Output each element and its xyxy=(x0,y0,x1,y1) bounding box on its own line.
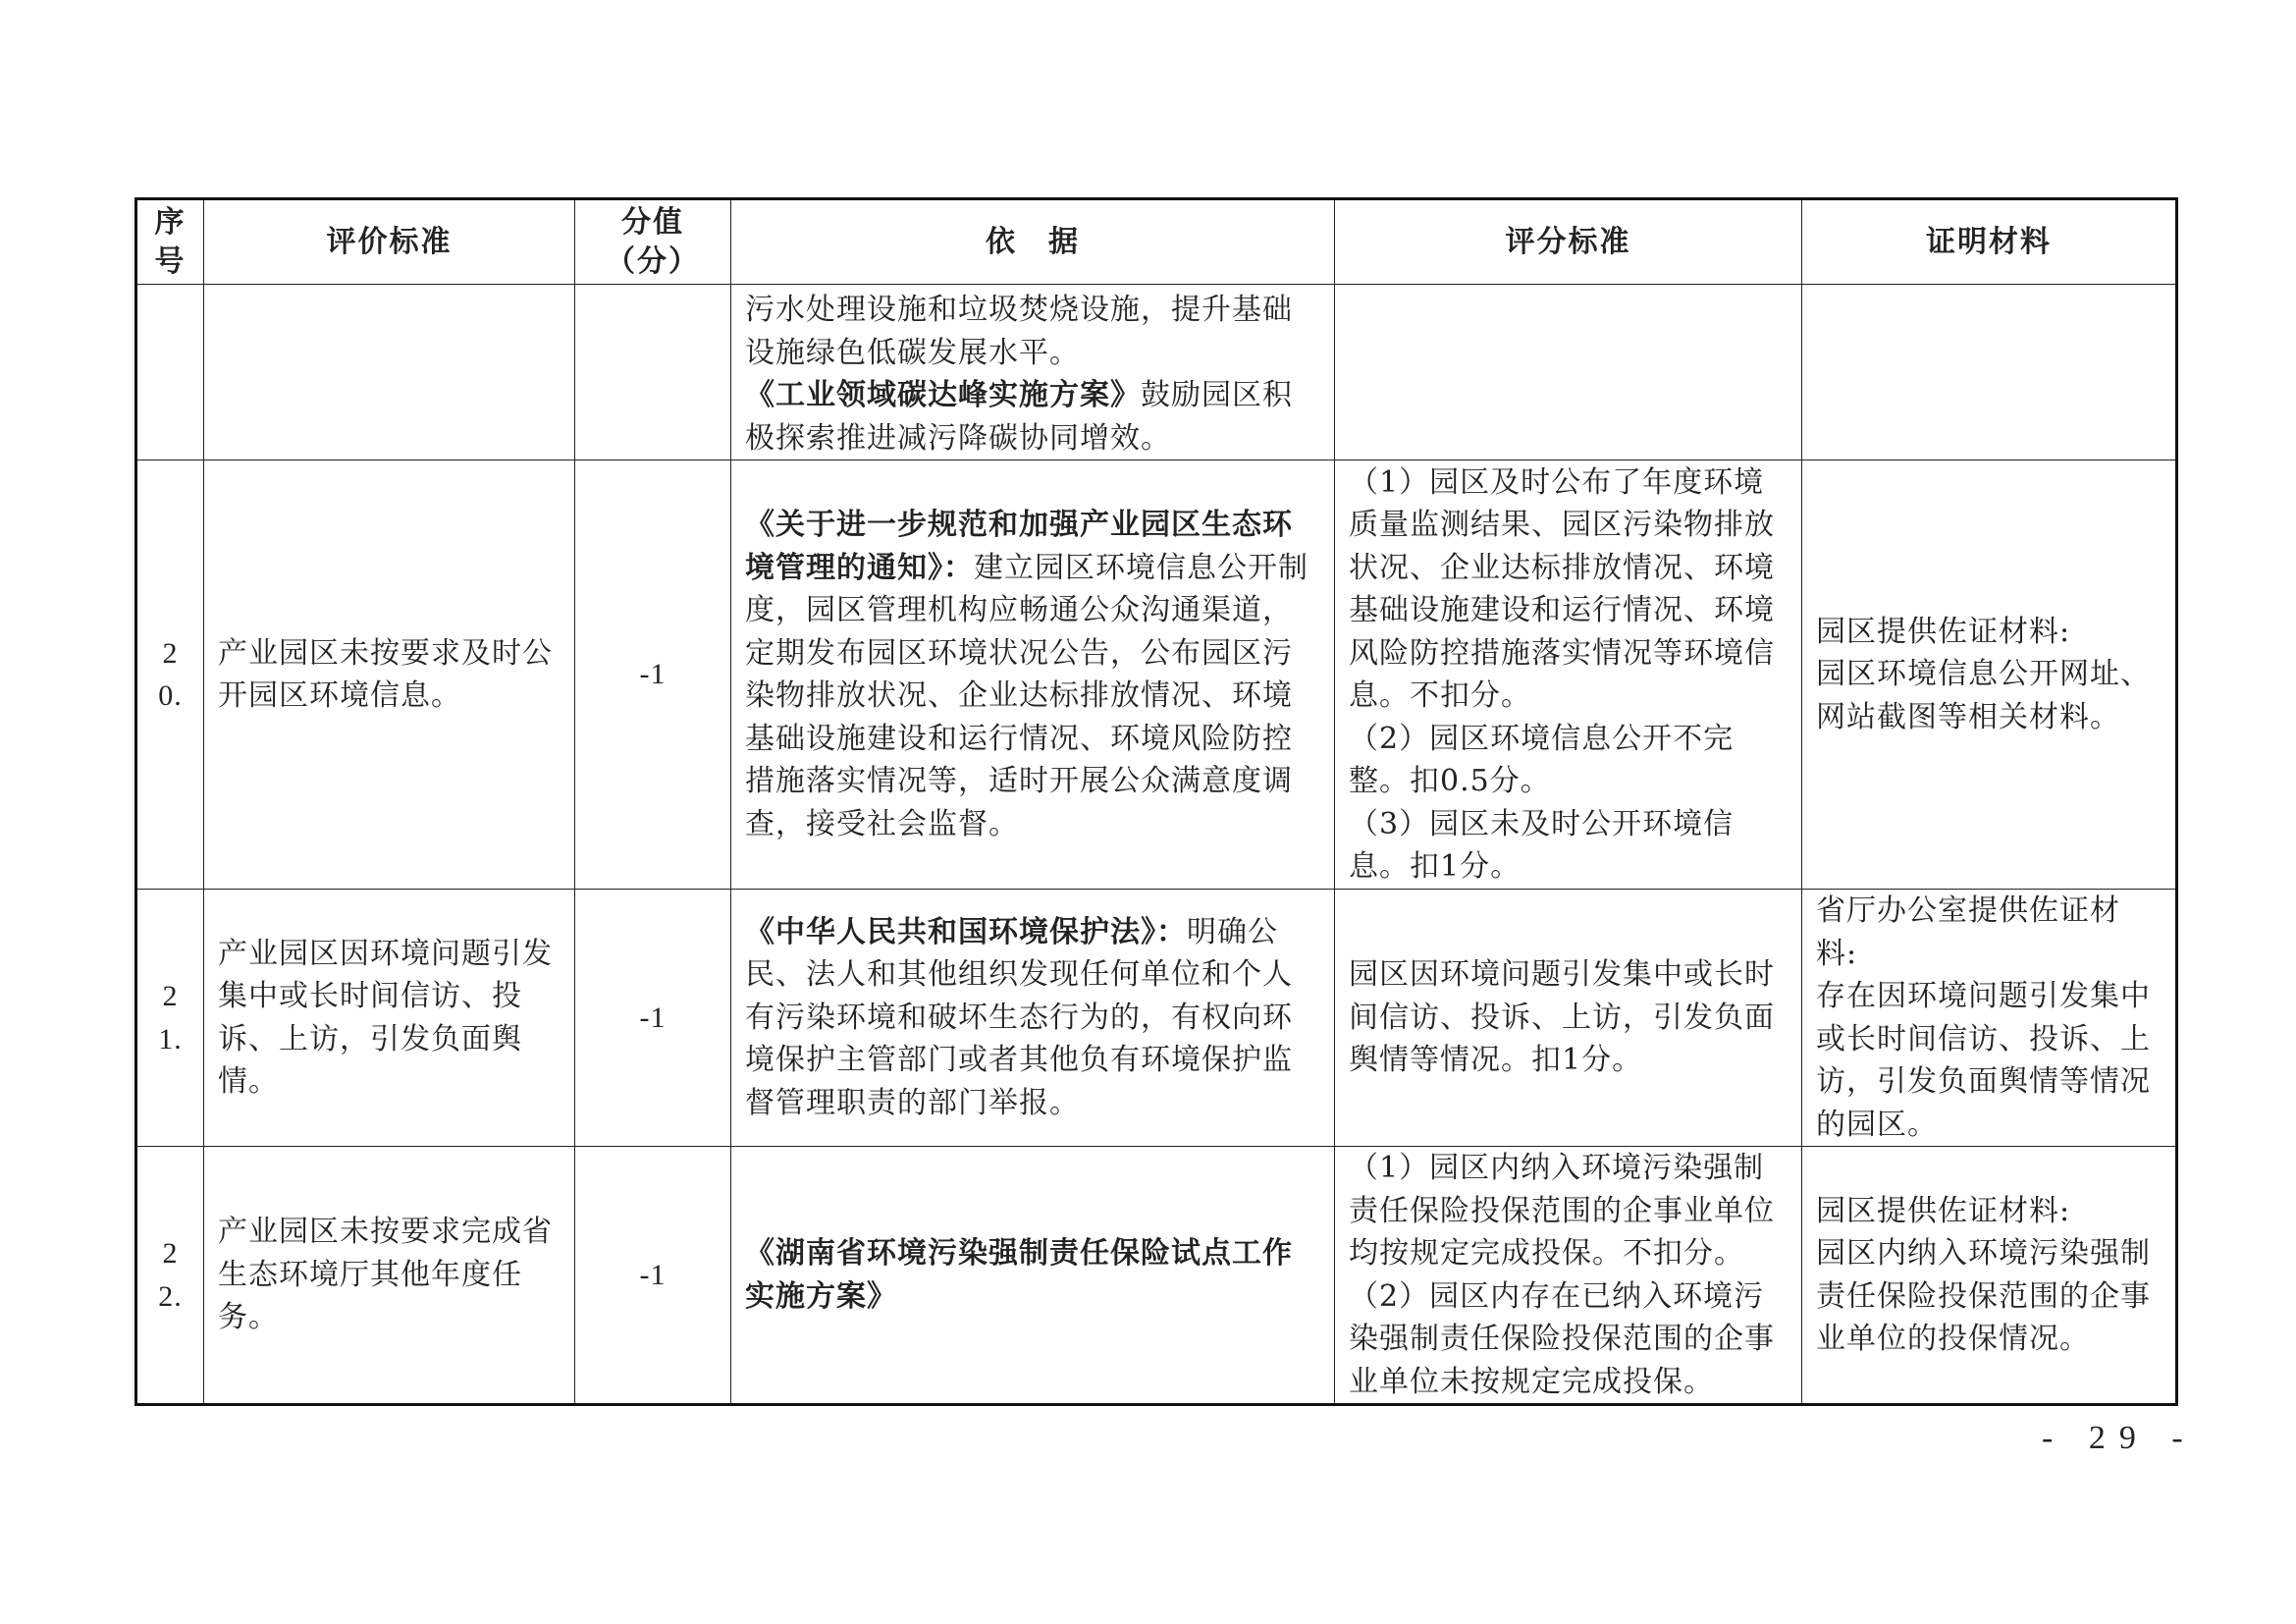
basis-text: 鼓励园区积极探索推进减污降碳协同增效。 xyxy=(745,378,1293,456)
row-scoring xyxy=(1335,285,1802,460)
scoring-item: 园区因环境问题引发集中或长时间信访、投诉、上访，引发负面舆情等情况。扣1分。 xyxy=(1349,957,1775,1078)
row-evidence xyxy=(1802,1147,2177,1405)
scoring-item: （1）园区及时公布了年度环境质量监测结果、园区污染物排放状况、企业达标排放情况、环境基础设施建设和运行情况、环境风险防控措施落实情况等环境信息。不扣分。 xyxy=(1349,464,1775,713)
scoring-item: （1）园区内纳入环境污染强制责任保险投保范围的企事业单位均按规定完成投保。不扣分。 xyxy=(1349,1151,1775,1271)
page-number: - 29 - xyxy=(2042,1420,2197,1456)
table-row xyxy=(136,460,2177,890)
row-score: -1 xyxy=(575,890,731,1147)
row-criteria: 产业园区未按要求完成省生态环境厅其他年度任务。 xyxy=(204,1147,575,1405)
row-evidence xyxy=(1802,285,2177,460)
evidence-body: 存在因环境问题引发集中或长时间信访、投诉、上访，引发负面舆情等情况的园区。 xyxy=(1816,979,2151,1142)
row-criteria: 产业园区因环境问题引发集中或长时间信访、投诉、上访，引发负面舆情。 xyxy=(204,890,575,1147)
row-seq xyxy=(136,285,204,460)
basis-title: 《中华人民共和国环境保护法》： xyxy=(745,914,1187,949)
basis-text: 建立园区环境信息公开制度，园区管理机构应畅通公众沟通渠道，定期发布园区环境状况公告，公布园区污染物排放状况、企业达标排放情况、环境基础设施建设和运行情况、环境风险防控措施落实情况等，适时开展公众满意度调查，接受社会监督。 xyxy=(745,550,1308,841)
row-score: -1 xyxy=(575,460,731,890)
table-row xyxy=(136,890,2177,1147)
row-evidence xyxy=(1802,890,2177,1147)
row-criteria: 产业园区未按要求及时公开园区环境信息。 xyxy=(204,460,575,890)
header-seq-text: 序号 xyxy=(154,204,187,279)
row-scoring xyxy=(1335,1147,1802,1405)
header-basis: 依 据 xyxy=(731,199,1335,285)
row-criteria xyxy=(204,285,575,460)
row-basis xyxy=(731,1147,1335,1405)
basis-title: 《关于进一步规范和加强产业园区生态环境管理的通知》： xyxy=(745,508,1293,585)
scoring-item: （3）园区未及时公开环境信息。扣1分。 xyxy=(1349,806,1735,884)
scoring-item: （2）园区内存在已纳入环境污染强制责任保险投保范围的企事业单位未按规定完成投保。 xyxy=(1349,1278,1775,1399)
header-evidence: 证明材料 xyxy=(1802,199,2177,285)
header-criteria: 评价标准 xyxy=(204,199,575,285)
basis-text: 明确公民、法人和其他组织发现任何单位和个人有污染环境和破坏生态行为的，有权向环境保护主管部门或者其他负有环境保护监督管理职责的部门举报。 xyxy=(745,914,1293,1120)
table-row xyxy=(136,285,2177,460)
scoring-item: （2）园区环境信息公开不完整。扣0.5分。 xyxy=(1349,721,1735,798)
row-seq: 22. xyxy=(136,1147,204,1405)
row-seq: 20. xyxy=(136,460,204,890)
basis-title: 《湖南省环境污染强制责任保险试点工作实施方案》 xyxy=(745,1236,1293,1314)
evidence-body: 园区内纳入环境污染强制责任保险投保范围的企事业单位的投保情况。 xyxy=(1816,1236,2151,1356)
header-seq xyxy=(136,199,204,285)
evidence-title: 省厅办公室提供佐证材料: xyxy=(1816,893,2120,971)
evaluation-table xyxy=(134,197,2178,1406)
table-row xyxy=(136,1147,2177,1405)
row-score xyxy=(575,285,731,460)
row-scoring xyxy=(1335,460,1802,890)
row-evidence xyxy=(1802,460,2177,890)
row-basis xyxy=(731,285,1335,460)
table-header-row xyxy=(136,199,2177,285)
evidence-body: 园区环境信息公开网址、网站截图等相关材料。 xyxy=(1816,657,2151,734)
header-score xyxy=(575,199,731,285)
basis-text: 污水处理设施和垃圾焚烧设施，提升基础设施绿色低碳发展水平。 xyxy=(745,293,1293,370)
row-scoring xyxy=(1335,890,1802,1147)
evidence-title: 园区提供佐证材料: xyxy=(1816,614,2071,649)
header-score-text: 分值（分） xyxy=(606,204,700,279)
basis-title: 《工业领域碳达峰实施方案》 xyxy=(745,378,1141,412)
header-scoring: 评分标准 xyxy=(1335,199,1802,285)
page-number-value: 29 xyxy=(2088,1420,2150,1456)
row-basis xyxy=(731,890,1335,1147)
row-seq: 21. xyxy=(136,890,204,1147)
row-basis xyxy=(731,460,1335,890)
evidence-title: 园区提供佐证材料: xyxy=(1816,1193,2071,1228)
row-score: -1 xyxy=(575,1147,731,1405)
